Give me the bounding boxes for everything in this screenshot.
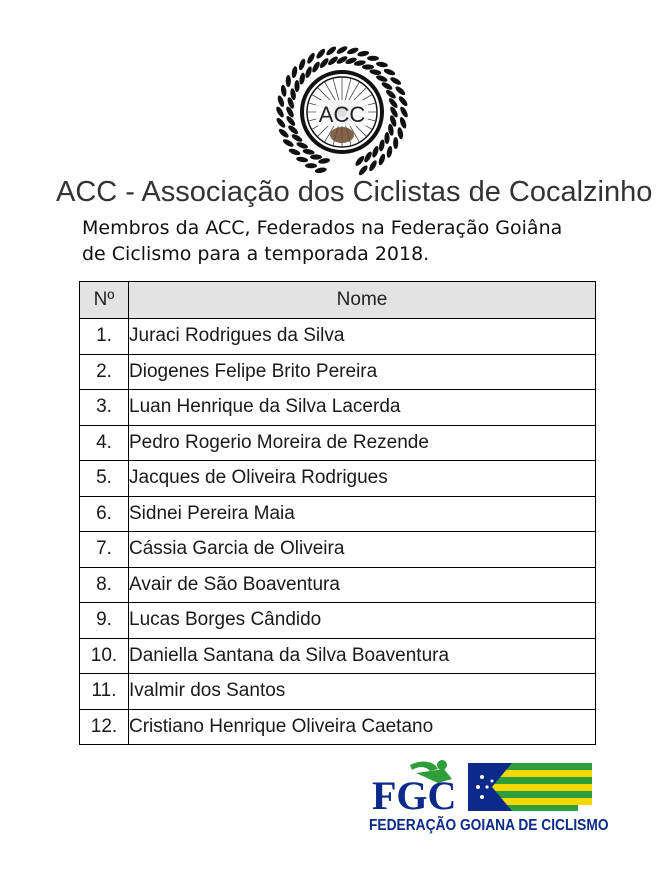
member-name: Cássia Garcia de Oliveira (129, 532, 596, 568)
column-header-name: Nome (129, 282, 596, 319)
row-number: 3. (80, 390, 129, 426)
table-row (80, 638, 596, 674)
row-number: 12. (80, 709, 129, 745)
fgc-logo (372, 757, 598, 817)
table-row (80, 567, 596, 603)
table-row (80, 354, 596, 390)
table-row (80, 496, 596, 532)
members-table (79, 281, 596, 745)
acc-logo (270, 40, 415, 180)
goias-flag-icon (468, 763, 592, 811)
member-name: Ivalmir dos Santos (129, 674, 596, 710)
row-number: 9. (80, 603, 129, 639)
member-name: Luan Henrique da Silva Lacerda (129, 390, 596, 426)
row-number: 5. (80, 461, 129, 497)
acc-logo-text: ACC (318, 102, 366, 127)
table-row (80, 603, 596, 639)
row-number: 11. (80, 674, 129, 710)
member-name: Juraci Rodrigues da Silva (129, 319, 596, 355)
table-row (80, 461, 596, 497)
member-name: Diogenes Felipe Brito Pereira (129, 354, 596, 390)
subtitle-line-2: de Ciclismo para a temporada 2018. (82, 243, 430, 265)
federation-name: FEDERAÇÃO GOIANA DE CICLISMO (369, 817, 609, 834)
member-name: Lucas Borges Cândido (129, 603, 596, 639)
member-name: Pedro Rogerio Moreira de Rezende (129, 425, 596, 461)
row-number: 2. (80, 354, 129, 390)
table-row (80, 425, 596, 461)
table-row (80, 390, 596, 426)
row-number: 7. (80, 532, 129, 568)
page-title: ACC - Associação dos Ciclistas de Cocalzinho (56, 176, 653, 208)
row-number: 8. (80, 567, 129, 603)
member-name: Sidnei Pereira Maia (129, 496, 596, 532)
table-row (80, 532, 596, 568)
member-name: Avair de São Boaventura (129, 567, 596, 603)
member-name: Jacques de Oliveira Rodrigues (129, 461, 596, 497)
subtitle (82, 215, 622, 267)
table-row (80, 674, 596, 710)
row-number: 10. (80, 638, 129, 674)
member-name: Daniella Santana da Silva Boaventura (129, 638, 596, 674)
table-row (80, 709, 596, 745)
member-name: Cristiano Henrique Oliveira Caetano (129, 709, 596, 745)
column-header-number: Nº (80, 282, 129, 319)
fgc-logo-text: FGC (372, 773, 457, 817)
table-row (80, 319, 596, 355)
row-number: 1. (80, 319, 129, 355)
cyclist-icon (410, 762, 438, 771)
row-number: 4. (80, 425, 129, 461)
row-number: 6. (80, 496, 129, 532)
subtitle-line-1: Membros da ACC, Federados na Federação Goiâna (82, 217, 563, 239)
table-header-row (80, 282, 596, 319)
